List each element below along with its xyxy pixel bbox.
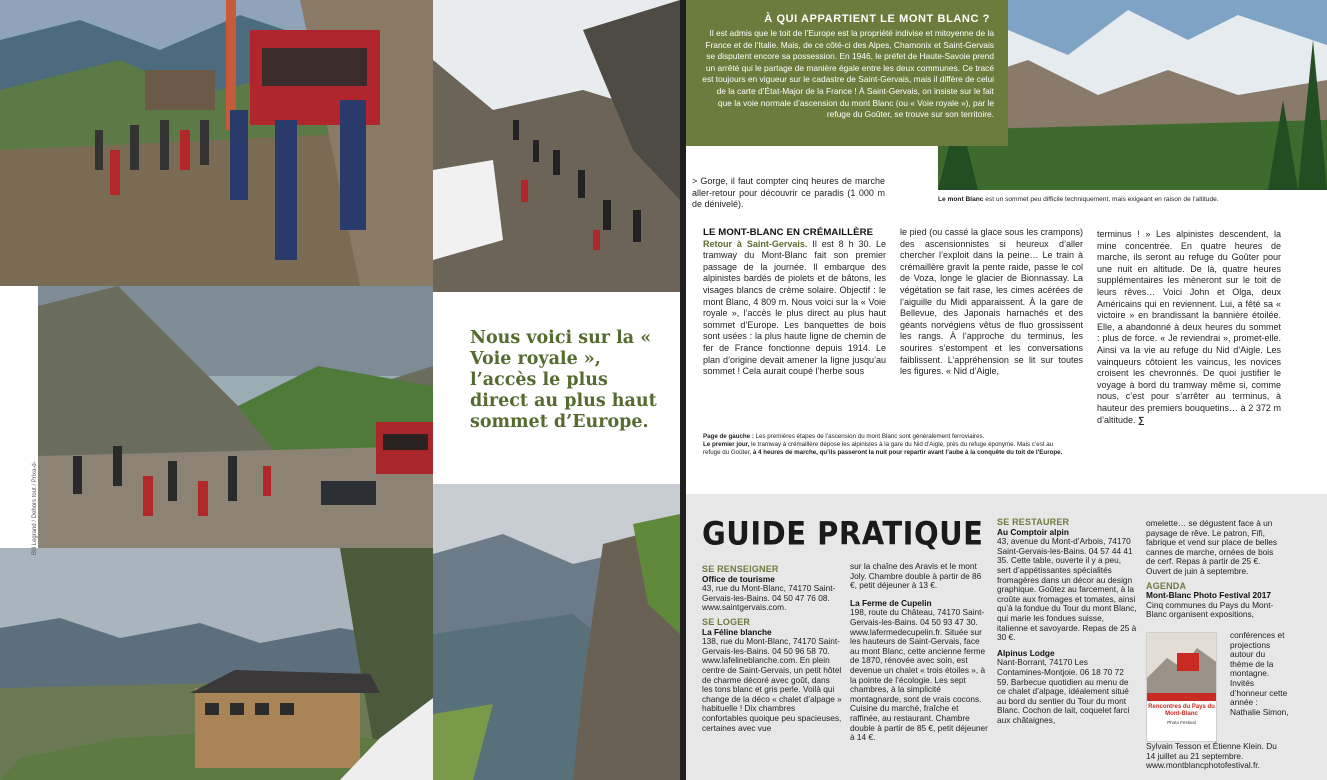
guide-entry-name: Office de tourisme: [702, 573, 775, 584]
guide-entry-name: Mont-Blanc Photo Festival 2017: [1146, 590, 1271, 601]
guide-column-2: [850, 562, 988, 743]
right-photo-caption: [938, 196, 1318, 203]
article-col1-text: Il est 8 h 30. Le tramway du Mont-Blanc fait son premier passage de la journée. Il embarque des alpinistes bardés de piolets et de bâtons, les visages blancs de crème solaire. Objectif : le mont Blanc, 4 809 m. Nous voici sur la « Voie royale », l’accès le plus direct au plus haut sommet d’Europe. Les banquettes de bois sont usées : la plus haute ligne de chemin de fer de France fonctionne depuis 1914. Le plan d’origine devait amener la ligne jusqu’au sommet ! Cela aurait coupé l’herbe sous: [703, 238, 886, 377]
guide-entry-text: Cinq communes du Pays du Mont-Blanc organisent expositions,: [1146, 599, 1274, 620]
left-caption-b1: Page de gauche :: [703, 433, 754, 440]
tramway-terminus-hikers-photo: [38, 286, 433, 548]
left-caption-b2: Le premier jour,: [703, 441, 750, 449]
right-caption-bold: Le mont Blanc: [938, 196, 984, 203]
guide-entry-name: La Féline blanche: [702, 626, 772, 637]
continued-text: > Gorge, il faut compter cinq heures de marche aller-retour pour découvrir ce paradis (1 000 m de dénivelé).: [692, 176, 885, 209]
valley-cliff-photo: [433, 484, 680, 780]
pull-quote: Nous voici sur la « Voie royale », l’accès le plus direct au plus haut sommet d’Europe.: [470, 328, 657, 432]
alpine-hikers-tramway-photo: [0, 0, 433, 286]
left-caption-t1: Les premières étapes de l’ascension du mont Blanc sont généralement ferroviaires.: [753, 433, 985, 440]
refuge-mountain-photo: [0, 548, 433, 780]
sidebar-box-text: Il est admis que le toit de l’Europe est la propriété indivise et mitoyenne de la France et de l’Italie. Mais, de ce côté-ci des Alpes, Chamonix et Saint-Gervais se disputent encore sa possession. En 1946, le préfet de Haute-Savoie prend un arrêté qui le partage de manière égale entre les deux communes. Ce tracé est toujours en vigueur sur le cadastre de Saint-Gervais, mais il diffère de celui de la carte d’État-Major de la France ! À Saint-Gervais, on insiste sur le fait que la voie normale d’ascension du mont Blanc (ou « Voie royale »), par le refuge du Goûter, se trouve sur son territoire.: [702, 28, 994, 120]
poster-image: [1147, 633, 1216, 693]
photo-credit-text: Bill Legrand / Dehors tout / Prixa-d-: [32, 461, 38, 555]
sidebar-box: [686, 0, 1008, 146]
poster-band: [1147, 693, 1216, 701]
guide-entry-name: La Ferme de Cupelin: [850, 597, 932, 608]
guide-section-heading: SE LOGER: [702, 616, 751, 627]
festival-poster: [1146, 632, 1217, 742]
article-col3-text: terminus ! » Les alpinistes descendent, la mine concentrée. En quatre heures de marche, ils seront au refuge du Goûter pour une nuit en altitude. De là, quatre heures supplémentaires les mèneront sur le toit de leurs rêves… Voici John et Olga, deux Américains qui en reviennent. Lui, a fêté sa « victoire » en brandissant la bannière étoilée. Elle, a abandonné à deux heures du sommet : plus de force. « Je reviendrai », promet-elle. Ainsi va la vie au refuge du Nid d’Aigle. Les vainqueurs côtoient les vaincus, les novices croisent les chevronnés. De quoi justifier le voyage à bord du tramway même si, comme nous, c’est pour s’arrêter au terminus, à hauteur des premiers bouquetins… à 2 372 m d’altitude.: [1097, 229, 1281, 425]
guide-entry-text: omelette… se dégustent face à un paysage de rêve. Le patron, Fifi, fabrique et vend sur place de belles cannes de marche, ornées de bois de cerf. Repas à partir de 25 €. Ouvert de juin à septembre.: [1146, 518, 1277, 576]
guide-entry-text: Nant-Borrant, 74170 Les Contamines-Montjoie. 06 18 70 72 59. Barbecue quotidien au menu de ce chalet d’alpage, idéalement situé au bord du sentier du Tour du mont Blanc. Cochon de lait, coquelet farci aux châtaignes,: [997, 657, 1130, 725]
guide-section-heading: SE RENSEIGNER: [702, 564, 779, 574]
left-caption-b3: à 4 heures de marche, qu’ils passeront la nuit pour repartir avant l’aube à la conquête du toit de l’Europe.: [752, 449, 1063, 457]
guide-column-3: [997, 518, 1137, 725]
guide-column-1: [702, 560, 842, 733]
poster-title: Rencontres du Pays du Mont-Blanc: [1148, 704, 1215, 717]
guide-title: GUIDE PRATIQUE: [702, 515, 984, 553]
hikers-glacier-ridge-photo: [433, 0, 680, 292]
poster-subtitle: Photo Festival: [1167, 720, 1196, 725]
guide-entry-text: 198, route du Château, 74170 Saint-Gervais-les-Bains. 04 50 93 47 30. www.lafermedecupelin.fr. Située sur les hauteurs de Saint-Gervais, face au mont Blanc, cette ancienne ferme de 1870, rénovée avec soin, est devenue un chalet « trois étoiles », à la pointe de l’écologie. Les sept chambres, à la simplicité montagnarde, sont de vrais cocons. Cuisine du marché, fraîche et raffinée, au restaurant. Chambre double à partir de 85 €, petit déjeuner à 14 €.: [850, 607, 988, 743]
article-lead: Retour à Saint-Gervais.: [703, 238, 808, 249]
article-column-1: [703, 227, 886, 378]
guide-column-4: [1146, 519, 1282, 620]
article-heading: LE MONT-BLANC EN CRÉMAILLÈRE: [703, 227, 874, 238]
guide-entry-name: Alpinus Lodge: [997, 647, 1055, 658]
agenda-text: conférences et projections autour du thème de la montagne. Invités d’honneur cette année : Nathalie Simon,: [1230, 630, 1289, 717]
guide-entry-text: sur la chaîne des Aravis et le mont Joly. Chambre double à partir de 86 €, petit déjeuner à 13 €.: [850, 561, 982, 591]
sidebar-box-title: À QUI APPARTIENT LE MONT BLANC ?: [764, 13, 990, 25]
guide-entry-text: 43, rue du Mont-Blanc, 74170 Saint-Gervais-les-Bains. 04 50 47 76 08. www.saintgervais.com.: [702, 583, 836, 613]
left-page-caption: [703, 433, 1063, 458]
guide-entry-name: Au Comptoir alpin: [997, 526, 1069, 537]
article-column-3: [1097, 229, 1281, 426]
guide-entry-text: 43, avenue du Mont-d’Arbois, 74170 Saint-Gervais-les-Bains. 04 57 44 41 35. Cette table, ouverte il y a peu, sert d’appétissantes spécialités fromagères dans un décor au design graphique. Goûtez au farcement, à la croûte aux fromages et tomates, ainsi qu’à la fondue du Tour du mont Blanc, qui marie les fondues suisse, italienne et savoyarde. Repas de 25 à 30 €.: [997, 536, 1137, 643]
right-caption-text: est un sommet peu difficile techniquement, mais exigeant en raison de l’altitude.: [983, 196, 1219, 203]
agenda-text-end: Sylvain Tesson et Étienne Klein. Du 14 juillet au 21 septembre. www.montblancphotofestival.fr.: [1146, 741, 1277, 771]
article-column-2: [900, 227, 1083, 378]
guide-section-heading: SE RESTAURER: [997, 517, 1070, 527]
guide-section-heading: AGENDA: [1146, 580, 1187, 591]
left-caption-t2: le tramway à crémaillère dépose les alpinistes à la gare du Nid d’Aigle, près du refuge éponyme. Mais c’est au refuge du Goûter,: [703, 441, 1054, 457]
guide-entry-text: 138, rue du Mont-Blanc, 74170 Saint-Gervais-les-Bains. 04 50 96 58 70. www.lafelineblanche.com. En plein centre de Saint-Gervais, un petit hôtel de charme décoré avec goût, dans les tons blanc et gris perle. Voilà qui change de la déco « chalet d’alpage » habituelle ! Dix chambres confortables quoique peu spacieuses, certaines avec vue: [702, 636, 842, 733]
end-mark: ∑: [1138, 414, 1145, 425]
photo-credit: [27, 418, 37, 558]
article-col2-text: le pied (ou cassé la glace sous les crampons) des ascensionnistes si heureux d’aller chercher l’exploit dans la peine… Le train à crémaillère gravit la pente raide, passe le col de Voza, longe le glacier de Bionnassay. La végétation se fait rase, les cimes acérées de l’aiguille du Midi apparaissent. À la gare de Bellevue, des Japonais harnachés et des géants norvégiens vêtus de fluo grossissent les rangs. À l’approche du terminus, les sourires s’estompent et les conversations faiblissent. L’appréhension se lit sur toutes les figures. « Nid d’Aigle,: [900, 227, 1083, 377]
